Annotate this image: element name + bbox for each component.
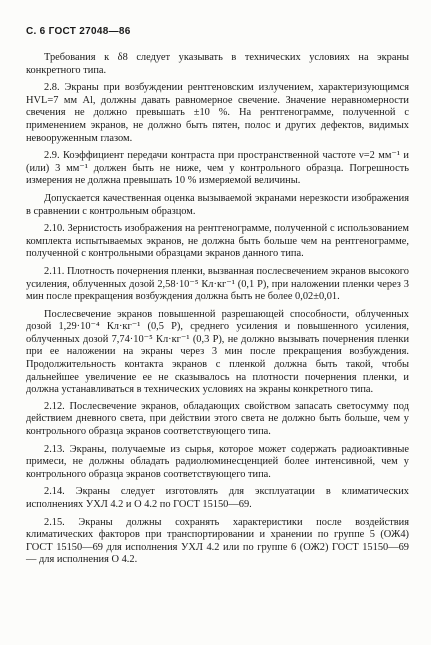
paragraph-2-15: 2.15. Экраны должны сохранять характеристики после воздействия климатических факторов при транспортировании и хранении по группе 5 (ОЖ4) ГОСТ 15150—69 для исполнения УХЛ 4.2 или по группе 6 (ОЖ2) ГОСТ 15150—69 — для исполнения О 4.2. (26, 516, 409, 566)
page-header: С. 6 ГОСТ 27048—86 (26, 26, 131, 37)
paragraph-2-8: 2.8. Экраны при возбуждении рентгеновским излучением, характеризующимся HVL=7 мм Al, должны давать равномерное свечение. Значение неравномерности свечения не должно превышать ±10 %. На рентгенограмме, полученной с применением экранов, не должно быть пятен, полос и других дефектов, видимых невооруженным глазом. (26, 82, 409, 144)
paragraph-2-9: 2.9. Коэффициент передачи контраста при пространственной частоте ν=2 мм⁻¹ и (или) 3 мм⁻¹ должен быть не ниже, чем у контрольного образца. Погрешность измерения не должна превышать 10 % измеряемой величины. (26, 150, 409, 187)
paragraph-2-9-note: Допускается качественная оценка вызываемой экранами нерезкости изображения в сравнении с контрольным образцом. (26, 192, 409, 217)
paragraph-2-10: 2.10. Зернистость изображения на рентгенограмме, полученной с использованием комплекта испытываемых экранов, не должна быть больше чем на рентгенограмме, полученной с контрольными образцами экранов данного типа. (26, 223, 409, 260)
paragraph-2-11: 2.11. Плотность почернения пленки, вызванная послесвечением экранов высокого усиления, облученных дозой 2,58·10⁻⁵ Кл·кг⁻¹ (0,1 Р), при наложении пленки через 3 мин после прекращения возбуждения должна быть не более 0,02±0,01. (26, 265, 409, 303)
document-body (26, 52, 409, 567)
paragraph-delta-requirement: Требования к δ8 следует указывать в технических условиях на экраны конкретного типа. (26, 52, 409, 76)
paragraph-2-13: 2.13. Экраны, получаемые из сырья, которое может содержать радиоактивные примеси, не должны обладать радиолюминесценцией более интенсивной, чем у контрольного образца экранов соответствующего типа. (26, 443, 409, 480)
paragraph-2-12: 2.12. Послесвечение экранов, обладающих свойством запасать светосумму под действием дневного света, при действии этого света не должно быть больше, чем у контрольного образца экранов соответствующего типа. (26, 400, 409, 438)
paragraph-2-11-afterglow: Послесвечение экранов повышенной разрешающей способности, облученных дозой 1,29·10⁻⁴ Кл·кг⁻¹ (0,5 Р), среднего усиления и повышенного усиления, облученных дозой 7,74·10⁻⁵ Кл·кг⁻¹ (0,3 Р), не должно вызывать почернения пленки при ее наложении на экраны через 3 мин после прекращения возбуждения. Продолжительность контакта экранов с пленкой должна быть такой, чтобы дальнейшее увеличение ее не сказывалось на плотности почернения пленки, и должна устанавливаться в технических условиях на экраны конкретного типа. (26, 308, 409, 396)
paragraph-2-14: 2.14. Экраны следует изготовлять для эксплуатации в климатических исполнениях УХЛ 4.2 и О 4.2 по ГОСТ 15150—69. (26, 486, 409, 510)
